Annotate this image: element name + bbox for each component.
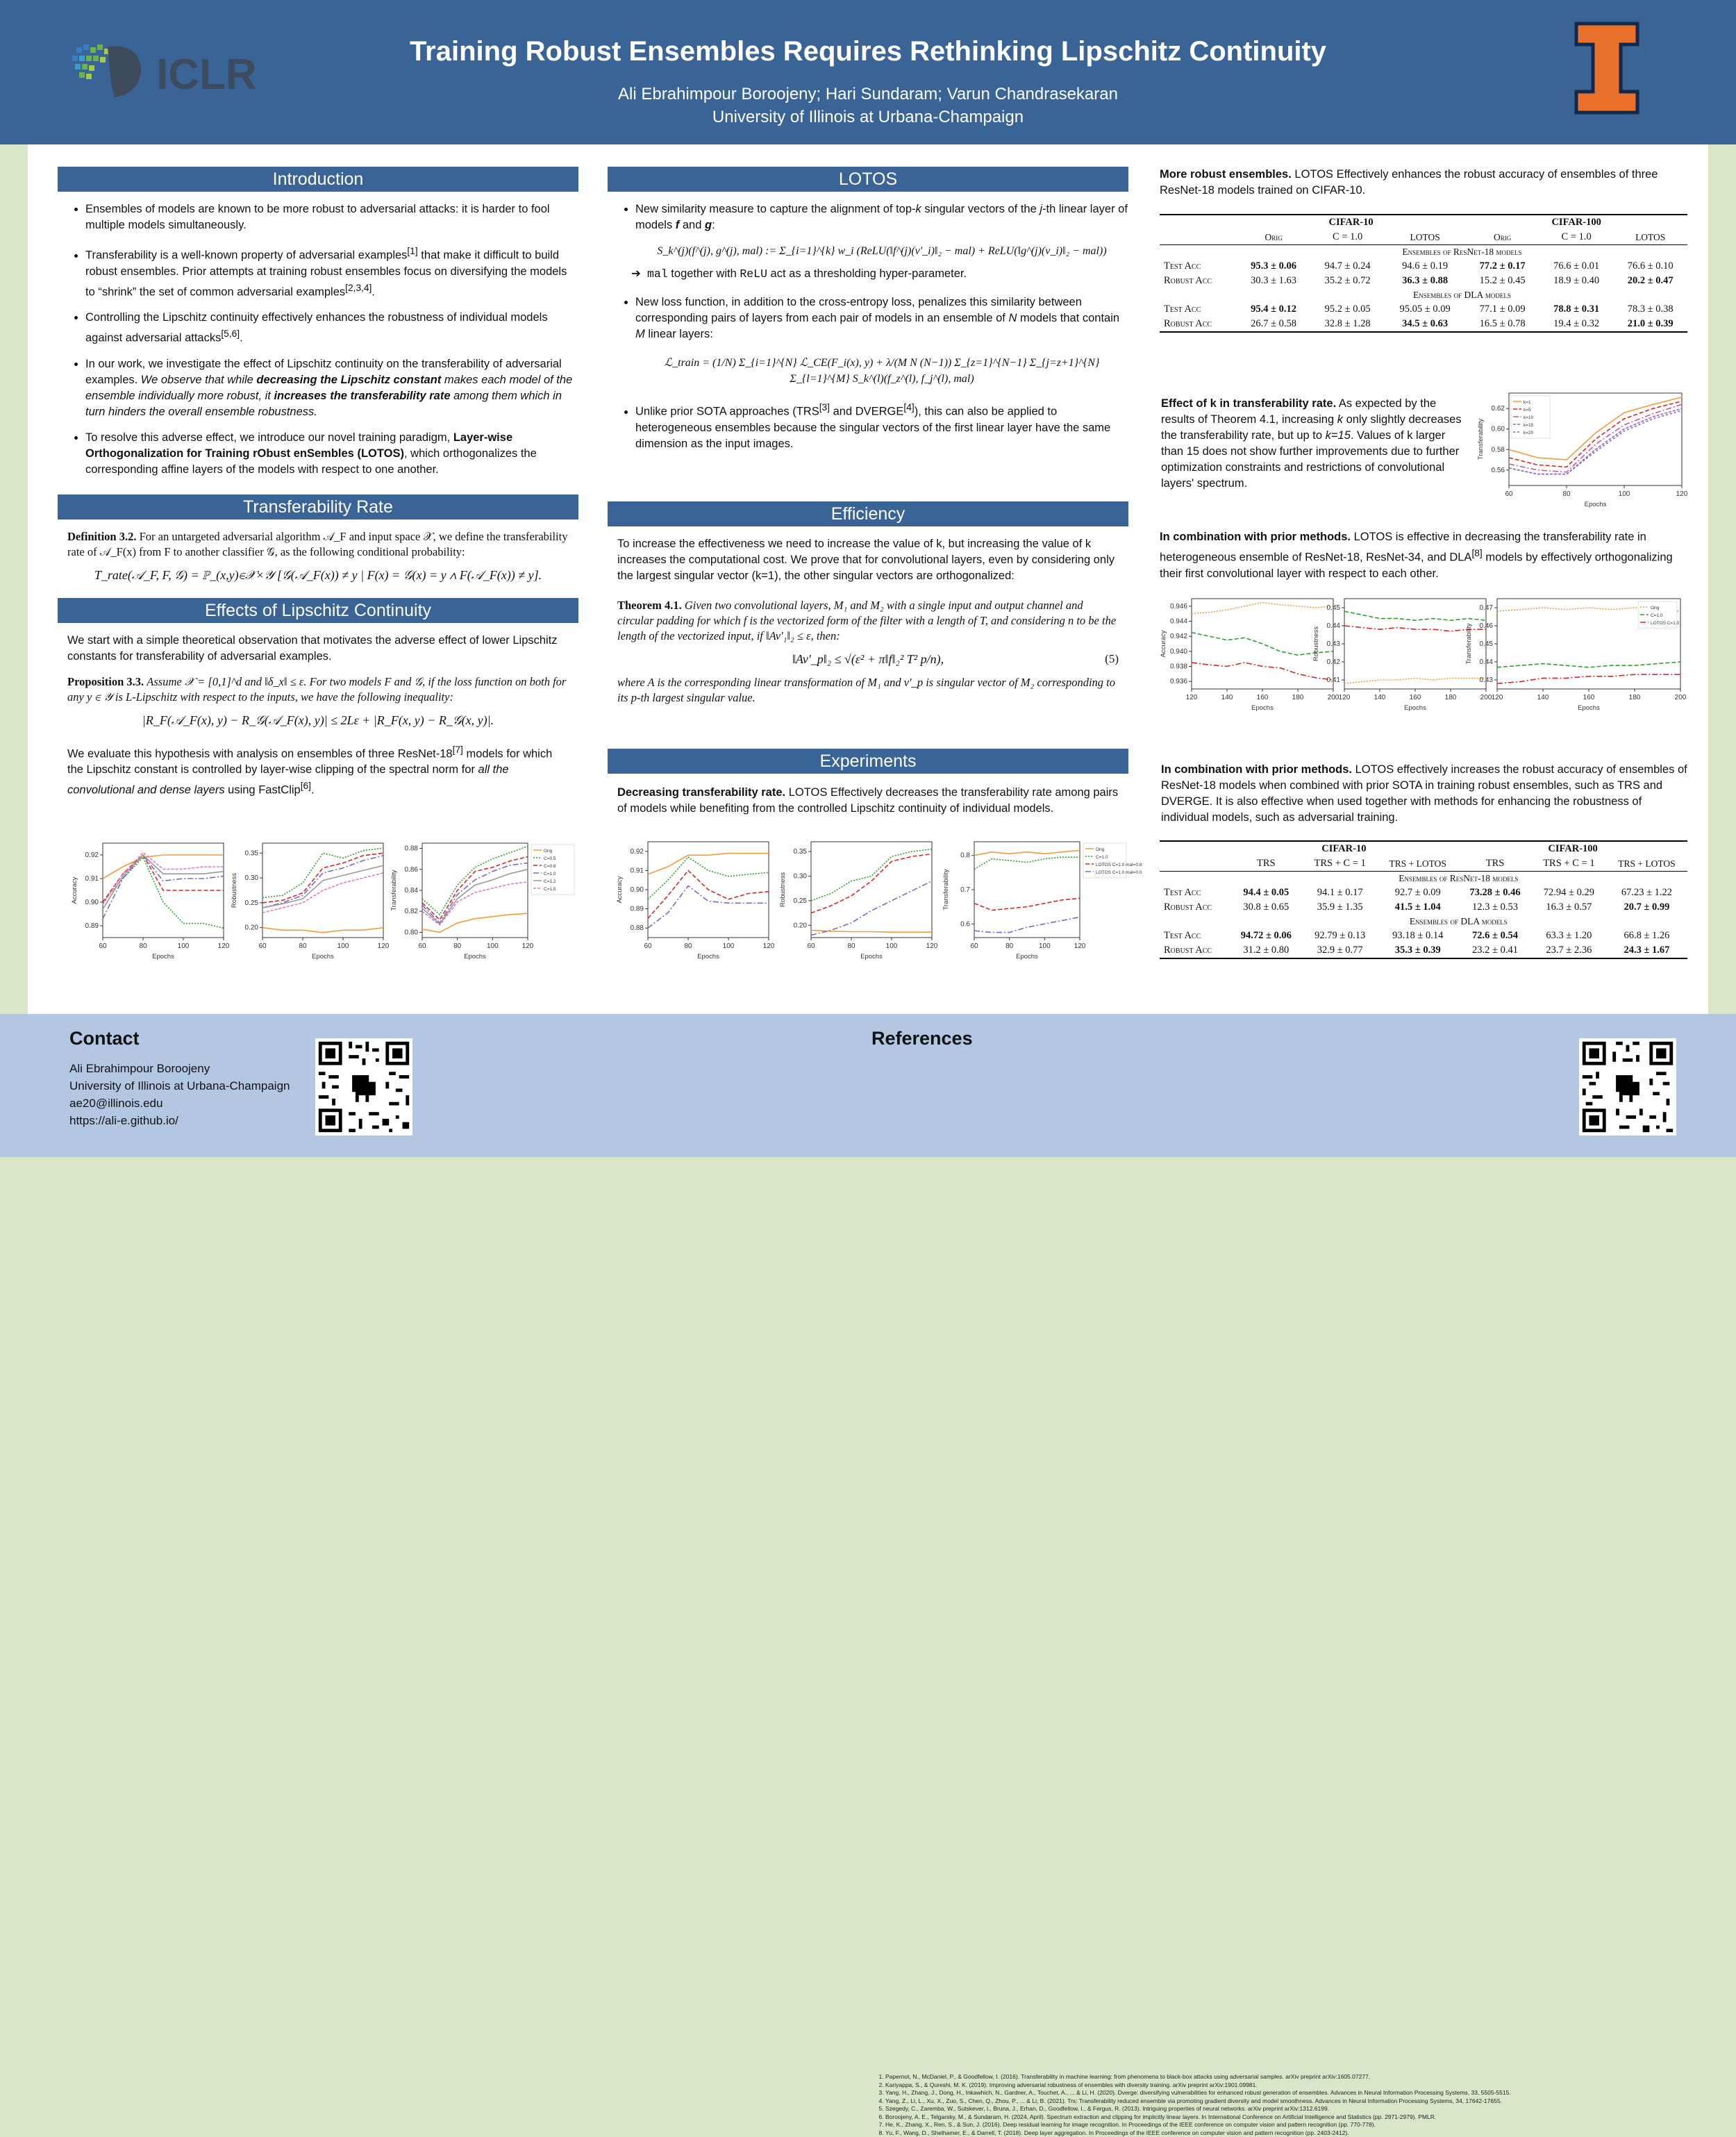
x-axis-label: Epochs [860,953,883,961]
x-tick-label: 160 [1583,694,1595,701]
x-tick-label: 80 [453,942,462,950]
y-axis-label: Accuracy [71,876,78,904]
reference-item: 6. Boroojeny, A. E., Telgarsky, M., & Sundaram, H. (2024, April). Spectrum extraction and clipping for implicitly linear layers. In International Conference on Artificial Intelligence and Statistics (pp. 2971-2979). PMLR. [885,2113,1538,2122]
similarity-formula: S_k^(j)(f^(j), g^(j), mal) := Σ_{i=1}^{k} w_i (ReLU(‖f^(j)(v'_i)‖₂ − mal) + ReLU(‖g^(j)(v_i)‖₂ − mal)) [635,243,1128,259]
x-tick-label: 100 [178,942,190,950]
y-tick-label: 0.91 [631,867,644,874]
section-heading-lipschitz: Effects of Lipschitz Continuity [58,598,578,623]
y-tick-label: 0.44 [1327,622,1341,630]
series-line [811,854,932,913]
x-tick-label: 180 [1445,694,1457,701]
table-row: Test Acc 95.3 ± 0.06 94.7 ± 0.24 94.6 ± 0.19 77.2 ± 0.17 76.6 ± 0.01 76.6 ± 0.10 [1160,259,1687,274]
intro-bullet: • Transferability is a well-known property of adversarial examples[1] that make it difficult to build robust ensembles. Prior attempts at training robust ensembles focus on diversifying the models to “shrink” the set of common adversarial examples[2,3,4]. [85,243,578,300]
equation-number: (5) [1105,652,1119,666]
chart-heterogeneous-transferability [1464,593,1686,713]
legend-label: Orig [1096,847,1105,852]
series-line [811,881,932,936]
column-right [1160,167,1687,333]
x-tick-label: 140 [1374,694,1386,701]
series-line [422,857,528,920]
x-tick-label: 140 [1537,694,1549,701]
reference-item: 5. Szegedy, C., Zaremba, W., Sutskever, I., Bruna, J., Erhan, D., Goodfellow, I., & Fergus, R. (2013). Intriguing properties of neural networks. arXiv preprint arXiv:1312.6199. [885,2105,1538,2113]
y-axis-label: Robustness [1312,626,1320,661]
transferability-formula: T_rate(𝒜_F, F, 𝒢) = ℙ_(x,y)∈𝒳×𝒴 [𝒢(𝒜_F(x)) ≠ y | F(x) = 𝒢(x) = y ∧ F(𝒜_F(x)) ≠ y]. [58,568,578,583]
y-axis-label: Accuracy [616,876,624,903]
section-heading-efficiency: Efficiency [608,501,1128,526]
legend-label: C=0.5 [544,856,556,861]
series-line [262,865,383,908]
y-tick-label: 0.60 [1492,426,1505,433]
y-tick-label: 0.41 [1327,676,1341,684]
contact-block [69,1060,290,1129]
y-tick-label: 0.25 [245,899,259,907]
y-tick-label: 0.82 [405,908,419,915]
x-axis-label: Epochs [464,953,486,961]
reference-item: 3. Yang, H., Zhang, J., Dong, H., Inkawhich, N., Gardner, A., Touchet, A., ... & Li, H. (2020). Dverge: diversifying vulnerabilities for enhanced robust generation of ensembles. Advances in Neural Information Processing Systems, 33, 5505-5515. [885,2089,1538,2097]
lotos-bullets [608,201,1128,452]
legend-label: k=5 [1524,408,1531,413]
legend-label: LOTOS C=1.0 [1651,621,1680,626]
definition-3-2: Definition 3.2. For an untargeted adversarial algorithm 𝒜_F and input space 𝒳, we define the transferability rate of 𝒜_F(x) from F to another classifier 𝒢, as the following conditional probability: [67,529,569,560]
proposition-3-3: Proposition 3.3. Assume 𝒳 = [0,1]^d and ‖δ_x‖ ≤ ε. For two models F and 𝒢, if the loss function on both for any y ∈ 𝒴 is L-Lipschitz with respect to the inputs, we have the following inequality: [67,674,569,705]
x-tick-label: 100 [886,942,898,950]
x-tick-label: 60 [418,942,426,950]
series-line [262,873,383,913]
chart-experiments-accuracy [615,836,774,961]
x-tick-label: 120 [1339,694,1351,701]
series-line [648,870,769,918]
x-axis-label: Epochs [1578,704,1600,712]
table-row: Test Acc 94.72 ± 0.06 92.79 ± 0.13 93.18 ± 0.14 72.6 ± 0.54 63.3 ± 1.20 66.8 ± 1.26 [1160,929,1687,943]
intro-bullet: • In our work, we investigate the effect of Lipschitz continuity on the transferability of adversarial examples. We observe that while decreasing the Lipschitz constant makes each model of the ensemble individually more robust, it increases the transferability rate among them which in turn hinders the overall ensemble robustness. [85,356,578,420]
y-tick-label: 0.8 [960,852,970,860]
x-tick-label: 80 [1562,490,1571,498]
series-line [974,917,1080,932]
series-line [648,886,769,929]
series-line [422,870,528,924]
x-tick-label: 120 [522,942,534,950]
table-row: Test Acc 95.4 ± 0.12 95.2 ± 0.05 95.05 ± 0.09 77.1 ± 0.09 78.8 ± 0.31 78.3 ± 0.38 [1160,302,1687,317]
column-middle [608,167,1128,462]
series-line [974,898,1080,910]
y-tick-label: 0.92 [85,851,99,859]
x-axis-label: Epochs [1404,704,1426,712]
reference-item: 7. He, K., Zhang, X., Ren, S., & Sun, J. (2016). Deep residual learning for image recognition. In Proceedings of the IEEE conference on computer vision and pattern recognition (pp. 770-778). [885,2121,1538,2129]
illinois-block-i-logo [1574,21,1640,115]
k-effect-text: Effect of k in transferability rate. As expected by the results of Theorem 4.1, increasing k only slightly decreases the transferability rate, but up to k=15. Values of k larger than 15 does not show further improvements due to further optimization constraints and restrictions of convolutional layers' spectrum. [1161,396,1467,492]
poster-authors: Ali Ebrahimpour Boroojeny; Hari Sundaram; Varun Chandrasekaran [0,85,1736,104]
x-tick-label: 120 [763,942,775,950]
reference-item: 4. Yang, Z., Li, L., Xu, X., Zuo, S., Chen, Q., Zhou, P., ... & Li, B. (2021). Trs: Transferability reduced ensemble via promoting gradient diversity and model smoothness. Advances in Neural Information Processing Systems, 34, 17642-17655. [885,2097,1538,2106]
y-axis-label: Transferability [1477,419,1485,460]
qr-code-references[interactable] [1579,1038,1676,1136]
legend-label: C=1.0 [1651,613,1663,618]
plot-frame [422,843,528,938]
x-axis-label: Epochs [1585,501,1607,508]
chart-lipschitz-transferability [389,838,576,961]
section-heading-lotos: LOTOS [608,167,1128,192]
contact-affiliation: University of Illinois at Urbana-Champaign [69,1077,290,1095]
legend-label: k=20 [1524,431,1534,435]
legend-label: LOTOS C=1.0 mal=0.0 [1096,870,1142,875]
plot-frame [974,842,1080,938]
x-tick-label: 120 [926,942,938,950]
qr-code-contact[interactable] [315,1038,412,1136]
chart-lipschitz-accuracy [69,838,229,961]
proposition-formula: |R_F(𝒜_F(x), y) − R_𝒢(𝒜_F(x), y)| ≤ 2Lε + |R_F(x, y) − R_𝒢(x, y)|. [58,713,578,728]
y-axis-label: Accuracy [1160,630,1167,657]
x-tick-label: 60 [807,942,815,950]
y-tick-label: 0.35 [245,849,259,857]
series-line [1497,674,1680,683]
y-tick-label: 0.942 [1170,633,1187,640]
experiments-text: Decreasing transferability rate. LOTOS Effectively decreases the transferability rate among pairs of models while benefiting from the controlled Lipschitz continuity of individual models. [617,785,1119,817]
y-tick-label: 0.46 [1480,622,1494,630]
x-axis-label: Epochs [1251,704,1274,712]
x-tick-label: 80 [299,942,307,950]
results-table-2: CIFAR-10 CIFAR-100 TRS TRS + C = 1 TRS + LOTOS TRS TRS + C = 1 TRS + LOTOS Ensembles of ResNet-18 models Test Acc 94.4 ± 0.05 94.1 ± 0.17 92.7 ± 0.09 73.28 ± 0.46 72.94 ± 0.29 67.23 ± 1.22 Robust Acc 30.8 ± 0.65 35.9 ± 1.35 41.5 ± 1.04 12.3 ± 0.53 16.3 ± 0.57 20.7 ± 0.99 Ensembles of DLA models Test Acc 94.72 ± 0.06 92.79 ± 0.13 93.18 ± 0.14 72.6 ± 0.54 63.3 ± 1.20 66.8 ± 1.26 Robust Acc 31.2 ± 0.80 32.9 ± 0.77 35.3 ± 0.39 23.2 ± 0.41 23.7 ± 2.36 24.3 ± 1.67 [1160,840,1687,959]
y-axis-label: Transferability [942,869,950,910]
x-tick-label: 200 [1675,694,1687,701]
y-tick-label: 0.43 [1327,640,1341,648]
x-tick-label: 80 [1005,942,1014,950]
contact-email[interactable]: ae20@illinois.edu [69,1095,290,1112]
column-left [58,167,578,799]
y-tick-label: 0.80 [405,929,419,936]
table-row: Robust Acc 31.2 ± 0.80 32.9 ± 0.77 35.3 ± 0.39 23.2 ± 0.41 23.7 ± 2.36 24.3 ± 1.67 [1160,943,1687,958]
legend-label: LOTOS C=1.0 mal=0.8 [1096,863,1142,867]
poster-footer [0,1014,1736,1157]
y-tick-label: 0.936 [1170,678,1187,685]
efficiency-text: To increase the effectiveness we need to increase the value of k, but increasing the value of k increases the computational cost. We prove that for convolutional layers, even by considering only the largest singular vector (k=1), the other singular vectors are orthogonalized: [617,536,1119,584]
series-line [103,855,224,919]
y-tick-label: 0.88 [631,924,644,932]
series-line [974,857,1080,869]
y-axis-label: Robustness [779,872,787,907]
y-tick-label: 0.45 [1480,640,1494,648]
series-line [811,930,932,932]
y-tick-label: 0.30 [245,874,259,882]
y-axis-label: Robustness [231,873,238,908]
table-row: Robust Acc 30.8 ± 0.65 35.9 ± 1.35 41.5 ± 1.04 12.3 ± 0.53 16.3 ± 0.57 20.7 ± 0.99 [1160,900,1687,915]
lipschitz-intro: We start with a simple theoretical observation that motivates the adverse effect of lower Lipschitz constants for transferability of adversarial examples. [67,633,569,665]
prior-methods-robust-text: In combination with prior methods. LOTOS effectively increases the robust accuracy of ensembles of ResNet-18 models when combined with prior SOTA in training robust ensembles, such as TRS and DVERGE. It is also effective when used together with methods for enhancing the robustness of individual models, such as adversarial training. [1161,762,1689,826]
x-tick-label: 60 [1505,490,1513,498]
table-row: Robust Acc 26.7 ± 0.58 32.8 ± 1.28 34.5 ± 0.63 16.5 ± 0.78 19.4 ± 0.32 21.0 ± 0.39 [1160,317,1687,332]
intro-bullet: • To resolve this adverse effect, we introduce our novel training paradigm, Layer-wise Orthogonalization for Training rObust enSembles (LOTOS), which orthogonalizes the corresponding affine layers of the models with respect to one another. [85,430,578,478]
lipschitz-evaluation: We evaluate this hypothesis with analysis on ensembles of three ResNet-18[7] models for which the Lipschitz constant is controlled by layer-wise clipping of the spectral norm for all the convolutional and dense layers using FastClip[6]. [67,742,569,799]
legend-label: Orig [1651,606,1660,610]
chart-experiments-transferability [941,836,1128,961]
x-tick-label: 120 [378,942,390,950]
x-tick-label: 140 [1221,694,1233,701]
y-tick-label: 0.58 [1492,446,1505,454]
y-tick-label: 0.88 [405,845,419,853]
lotos-bullet: • New loss function, in addition to the cross-entropy loss, penalizes this similarity between corresponding pairs of layers from each pair of models in an ensemble of N models that contain M linear layers: ℒ_train = (1/N) Σ_{i=1}^{N} ℒ_CE(F_i(x), y) + λ/(M N (N−1)) Σ_{z=1}^{N−1} Σ_{j=z+1}^{N} Σ_{l=1}^{M} S_k^(l)(f_z^(l), f_j^(l), mal) [635,294,1128,387]
results-table-1: CIFAR-10 CIFAR-100 Orig C = 1.0 LOTOS Orig C = 1.0 LOTOS Ensembles of ResNet-18 models Test Acc 95.3 ± 0.06 94.7 ± 0.24 94.6 ± 0.19 77.2 ± 0.17 76.6 ± 0.01 76.6 ± 0.10 Robust Acc 30.3 ± 1.63 35.2 ± 0.72 36.3 ± 0.88 15.2 ± 0.45 18.9 ± 0.40 20.2 ± 0.47 Ensembles of DLA models Test Acc 95.4 ± 0.12 95.2 ± 0.05 95.05 ± 0.09 77.1 ± 0.09 78.8 ± 0.31 78.3 ± 0.38 Robust Acc 26.7 ± 0.58 32.8 ± 1.28 34.5 ± 0.63 16.5 ± 0.78 19.4 ± 0.32 21.0 ± 0.39 [1160,214,1687,333]
legend-label: k=1 [1524,400,1531,405]
chart-experiments-robustness [778,836,937,961]
series-line [648,854,769,874]
x-tick-label: 60 [258,942,267,950]
x-tick-label: 160 [1410,694,1421,701]
y-tick-label: 0.7 [960,886,970,894]
x-tick-label: 120 [1492,694,1503,701]
legend-label: k=15 [1524,423,1534,428]
references-list [871,2073,1538,2137]
y-tick-label: 0.90 [85,899,99,906]
poster-body [28,144,1708,1014]
theorem-formula: ‖Av'_p‖₂ ≤ √(ε² + π‖f‖₂² T² p/n), [608,652,1128,667]
legend-label: C=1.5 [544,887,556,892]
y-tick-label: 0.42 [1327,658,1341,666]
section-heading-introduction: Introduction [58,167,578,192]
reference-item: 2. Kariyappa, S., & Qureshi, M. K. (2019). Improving adversarial robustness of ensembles with diversity training. arXiv preprint arXiv:1901.09981. [885,2081,1538,2090]
x-tick-label: 120 [218,942,230,950]
intro-bullet: • Controlling the Lipschitz continuity effectively enhances the robustness of individual models against adversarial attacks[5,6]. [85,310,578,347]
chart-lipschitz-robustness [229,838,389,961]
x-tick-label: 60 [970,942,978,950]
y-tick-label: 0.45 [1327,604,1341,612]
y-tick-label: 0.6 [960,920,970,928]
x-tick-label: 100 [1039,942,1051,950]
poster-title: Training Robust Ensembles Requires Rethinking Lipschitz Continuity [0,36,1736,67]
poster-affiliation: University of Illinois at Urbana-Champaign [0,108,1736,127]
y-tick-label: 0.62 [1492,405,1505,413]
legend-label: k=10 [1524,415,1534,420]
y-tick-label: 0.30 [794,873,808,881]
theorem-4-1: Theorem 4.1. Given two convolutional layers, M₁ and M₂ with a single input and output channel and circular padding for which f is the vectorized form of the filter with a length of T, and considering n to be the length of the vectorized input, if ‖Av'₁‖₂ ≤ ε, then: [617,598,1119,644]
y-tick-label: 0.25 [794,897,808,905]
y-tick-label: 0.20 [794,922,808,929]
y-tick-label: 0.89 [85,922,99,930]
efficiency-section [608,536,1128,706]
x-axis-label: Epochs [312,953,334,961]
legend-label: C=0.8 [544,864,556,869]
y-tick-label: 0.946 [1170,603,1187,610]
x-tick-label: 120 [1186,694,1198,701]
y-tick-label: 0.91 [85,875,99,883]
robust-ensembles-text: More robust ensembles. LOTOS Effectively enhances the robust accuracy of ensembles of three ResNet-18 models trained on CIFAR-10. [1160,167,1687,199]
svg-text:ICLR: ICLR [156,51,257,99]
theorem-conclusion: where A is the corresponding linear transformation of M₁ and v'_p is singular vector of M₂ corresponding to its p-th largest singular value. [617,675,1119,706]
theorem-formula-row [608,652,1128,667]
series-line [262,928,383,933]
y-tick-label: 0.944 [1170,618,1187,626]
x-tick-label: 120 [1676,490,1688,498]
intro-bullets [58,201,578,478]
legend-label: C=1.0 [544,872,556,876]
x-tick-label: 100 [487,942,499,950]
x-tick-label: 100 [1619,490,1630,498]
lotos-bullet: • New similarity measure to capture the alignment of top-k singular vectors of the j-th linear layer of models f and g: S_k^(j)(f^(j), g^(j), mal) := Σ_{i=1}^{k} w_i (ReLU(‖f^(j)(v'_i)‖₂ − mal) + ReLU(‖g^(j)(v_i)‖₂ − mal)) ➔ mal together with ReLU act as a thresholding hyper-parameter. [635,201,1128,282]
chart-k-transferability [1476,388,1687,509]
x-tick-label: 80 [139,942,147,950]
reference-item: 8. Yu, F., Wang, D., Shelhamer, E., & Darrell, T. (2018). Deep layer aggregation. In Proceedings of the IEEE conference on computer vision and pattern recognition (pp. 2403-2412). [885,2129,1538,2137]
x-tick-label: 80 [847,942,856,950]
y-tick-label: 0.89 [631,906,644,913]
series-line [974,850,1080,855]
prior-methods-transfer-text: In combination with prior methods. LOTOS is effective in decreasing the transferability rate in heterogeneous ensemble of ResNet-18, ResNet-34, and DLA[8] models by effectively orthogonalizing their first convolutional layer with respect to each other. [1160,529,1687,582]
legend-label: C=1.0 [1096,855,1108,860]
y-tick-label: 0.35 [794,848,808,856]
y-tick-label: 0.90 [631,886,644,894]
x-tick-label: 100 [723,942,735,950]
x-tick-label: 160 [1257,694,1269,701]
x-tick-label: 120 [1074,942,1086,950]
y-tick-label: 0.47 [1480,604,1494,612]
y-tick-label: 0.84 [405,887,419,895]
x-axis-label: Epochs [697,953,719,961]
threshold-note: ➔ mal together with ReLU act as a thresholding hyper-parameter. [631,266,1128,282]
table-row: Test Acc 94.4 ± 0.05 94.1 ± 0.17 92.7 ± 0.09 73.28 ± 0.46 72.94 ± 0.29 67.23 ± 1.22 [1160,885,1687,900]
x-tick-label: 200 [1328,694,1339,701]
series-line [262,856,383,908]
lotos-bullet: • Unlike prior SOTA approaches (TRS[3] and DVERGE[4]), this can also be applied to heterogeneous ensembles because the singular vectors of the first linear layer have the same dimension as the input images. [635,399,1128,452]
contact-name: Ali Ebrahimpour Boroojeny [69,1060,290,1077]
contact-website[interactable]: https://ali-e.github.io/ [69,1112,290,1129]
x-tick-label: 80 [684,942,692,950]
loss-formula: ℒ_train = (1/N) Σ_{i=1}^{N} ℒ_CE(F_i(x), y) + λ/(M N (N−1)) Σ_{z=1}^{N−1} Σ_{j=z+1}^{N} Σ_{l=1}^{M} S_k^(l)(f_z^(l), f_j^(l), mal) [635,355,1128,387]
references-heading: References [871,1028,973,1049]
y-axis-label: Transferability [390,870,398,911]
x-tick-label: 100 [337,942,349,950]
y-tick-label: 0.56 [1492,467,1505,474]
y-tick-label: 0.92 [631,848,644,856]
x-axis-label: Epochs [152,953,174,961]
series-line [648,857,769,899]
reference-item: 1. Papernot, N., McDaniel, P., & Goodfellow, I. (2016). Transferability in machine learning: from phenomena to black-box attacks using adversarial samples. arXiv preprint arXiv:1605.07277. [885,2073,1538,2081]
y-tick-label: 0.938 [1170,663,1187,671]
section-heading-transferability: Transferability Rate [58,494,578,519]
legend-label: Orig [544,849,553,854]
section-heading-experiments: Experiments [608,749,1128,774]
y-tick-label: 0.86 [405,866,419,874]
poster-header [0,0,1736,144]
legend-label: C=1.2 [544,879,556,884]
y-axis-label: Transferability [1465,623,1473,665]
series-line [1497,662,1680,667]
series-line [811,849,932,901]
x-tick-label: 180 [1629,694,1641,701]
y-tick-label: 0.940 [1170,648,1187,656]
table-row: Robust Acc 30.3 ± 1.63 35.2 ± 0.72 36.3 ± 0.88 15.2 ± 0.45 18.9 ± 0.40 20.2 ± 0.47 [1160,274,1687,288]
y-tick-label: 0.44 [1480,658,1494,666]
intro-bullet: • Ensembles of models are known to be more robust to adversarial attacks: it is harder to fool multiple models simultaneously. [85,201,578,233]
x-tick-label: 60 [99,942,107,950]
x-tick-label: 180 [1292,694,1304,701]
contact-heading: Contact [69,1028,140,1049]
x-tick-label: 200 [1480,694,1492,701]
x-axis-label: Epochs [1016,953,1038,961]
x-tick-label: 60 [644,942,652,950]
y-tick-label: 0.43 [1480,676,1494,684]
y-tick-label: 0.20 [245,924,259,932]
